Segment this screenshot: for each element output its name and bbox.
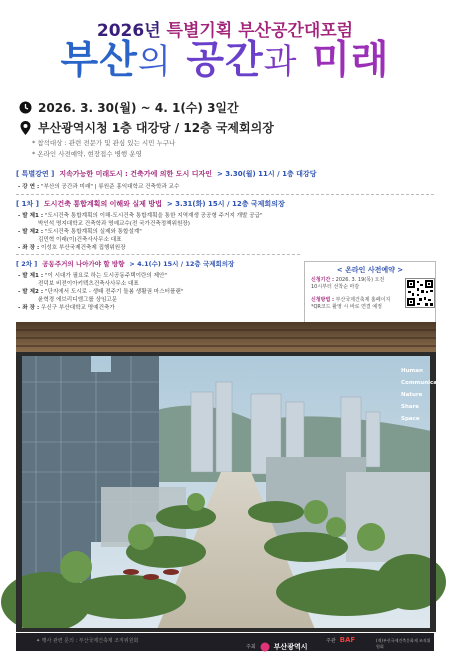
session-2-line [38,295,117,303]
location-pin-icon [18,121,32,135]
registration-note: * 온라인 사전예약, 현장접수 병행 운영 [32,150,142,158]
session-1-line [18,227,142,235]
main-title-space: 공간 [186,38,264,83]
tagline-human: Human [401,368,423,374]
line-key: - 발 제2 : [18,229,44,235]
line-value: 박인석 명지대학교 건축학과 명예교수(전 국가건축정책위원장) [38,221,190,227]
event-date-text: 2026. 3. 30(월) ~ 4. 1(수) 3일간 [38,101,239,115]
session-2-header [16,259,234,268]
series-title: 특별기획 부산공간대포럼 [166,21,354,41]
line-value: "도시건축 통합계획의 실제와 통합설계" [44,229,142,235]
line-value: 김민혁 이래(이)건축사사무소 대표 [38,237,122,243]
session-2-line [38,279,139,287]
main-title-gwa: 과 [263,42,298,82]
footer-bar [16,633,434,651]
line-value: "도시건축 통합계획의 이해-도시건축 통합계획을 통한 지역재생 공공형 주거지 개발 공급" [44,213,263,219]
session-2-tag: [ 2차 ] [16,260,38,268]
online-registration-box [304,261,436,325]
qr-code-icon[interactable] [405,278,435,308]
registration-title: < 온라인 사전예약 > [336,266,404,274]
session-1-line [38,219,190,227]
period-value: 2026. 3. 19(목) 오전 10시부터 선착순 마감 [311,277,385,290]
host-label: 주최 [246,644,256,650]
session-1-time: > 3.31(화) 15시 / 12층 국제회의장 [166,200,285,208]
session-special-title: 지속가능한 미래도시 : 건축가에 의한 도시 디자인 [59,170,212,178]
event-venue [18,119,274,136]
session-1-tag: [ 1차 ] [16,200,39,208]
session-special-time: > 3.30(월) 11시 / 1층 대강당 [217,170,317,178]
main-title-future: 미래 [312,38,390,83]
host-name: 부산광역시 [273,642,308,651]
line-key: - 발 제1 : [18,213,44,219]
line-key: - 좌 장 : [18,245,40,251]
session-2-line [18,271,167,279]
method-label: 신청방법 : [311,297,335,303]
attendee-note: * 참석대상 : 관련 전문가 및 관심 있는 시민 누구나 [32,139,176,147]
clock-icon [18,101,32,115]
tagline-nature: Nature [401,392,423,398]
host-group [246,637,307,656]
organizer-name: BAF [339,636,356,644]
session-2-line [18,303,115,311]
line-value: 우신구 부산대학교 명예건축가 [41,305,115,311]
session-1-line [38,235,122,243]
registration-period [311,276,391,290]
line-value: 윤혁경 에브리디엠그룹 상임고문 [38,297,118,303]
tagline-share: Share [401,404,420,410]
session-2-title: 공동주거의 나아가야 할 방향 [42,260,125,268]
tagline-space: Space [401,416,420,422]
main-title-ui: 의 [137,42,172,82]
line-value: "단지에서 도시로 - 생태 전주기 돌봄 생활권 마스터플랜" [44,289,184,295]
architecture-rendering [16,322,450,632]
divider [16,254,300,255]
session-special-tag: [ 특별강연 ] [16,170,55,178]
main-title [0,38,450,84]
footer-note: ✦ 행사 관련 문의 : 부산국제건축제 조직위원회 [36,638,139,644]
organizer-label: 주관 [326,637,336,644]
registration-method [311,296,391,310]
session-2-time: > 4.1(수) 15시 / 12층 국제회의장 [129,260,235,268]
session-1-line [18,243,126,251]
event-date [18,99,239,116]
line-key: - 강 연 : [18,184,40,190]
method-value: 부산국제건축제 홈페이지 *QR코드 촬영 시 바로 연결 예정 [311,297,391,310]
line-key: - 발 제2 : [18,289,44,295]
divider [16,194,434,195]
year-title: 2026년 [96,21,161,41]
organizer-group [326,636,355,644]
session-1-line [18,211,263,219]
busan-logo-icon [260,637,270,656]
line-value: "부산의 공간과 미래" | 류원준 홍익대학교 건축학과 교수 [41,184,180,190]
line-value: "이 시대가 필요로 하는 도시공동주택이란의 제안" [44,273,167,279]
line-value: 이성호 부산국제건축제 집행위원장 [41,245,126,251]
session-2-line [18,287,183,295]
tagline-communication: Communication [401,380,450,386]
session-1-header [16,199,285,209]
session-special-header [16,169,316,179]
line-value: 전덕보 비전이아키텍츠건축사사무소 대표 [38,281,139,287]
period-label: 신청기간 : [311,277,335,283]
line-key: - 좌 장 : [18,305,40,311]
line-key: - 발 제1 : [18,273,44,279]
session-special-line [18,182,179,190]
event-venue-text: 부산광역시청 1층 대강당 / 12층 국제회의장 [38,121,274,135]
sponsor-name: (재)부산국제건축문화제 조직위원회 [376,638,431,649]
main-title-busan: 부산 [60,38,138,83]
session-1-title: 도시건축 통합계획의 이해와 실제 방법 [43,200,162,208]
